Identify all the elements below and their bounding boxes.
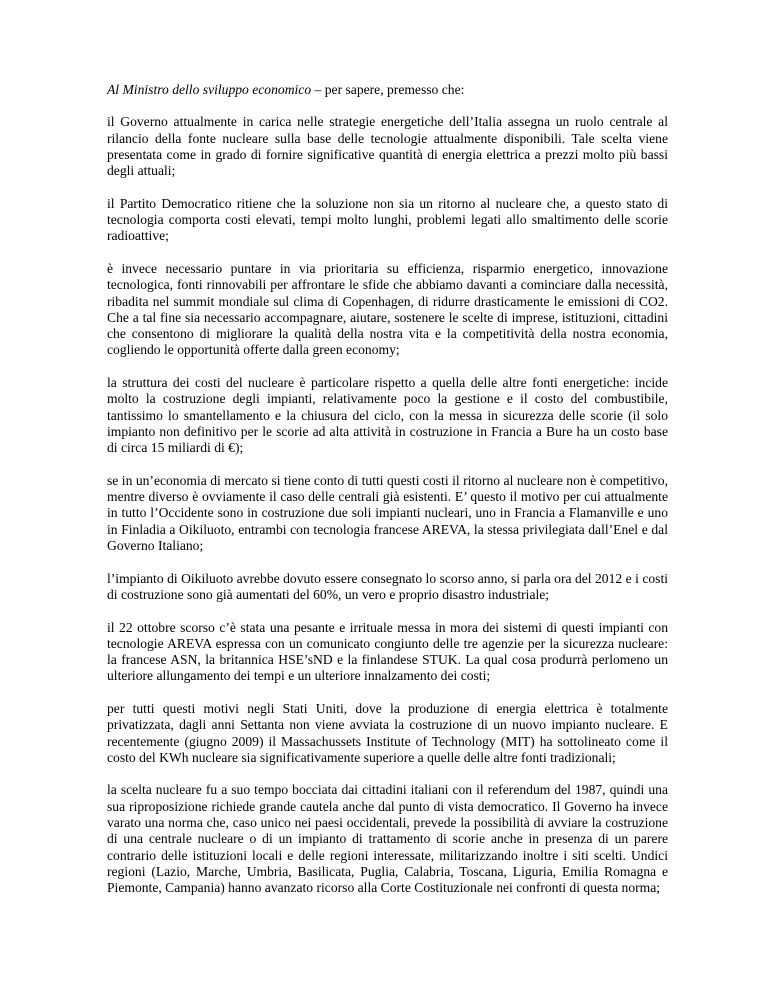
paragraph: per tutti questi motivi negli Stati Uniti, dove la produzione di energia elettrica è totalmente privatizzata, dagli anni Settanta non viene avviata la costruzione di un nuovo impianto nucleare. E recentemente (giugno 2009) il Massachussets Institute of Technology (MIT) ha sottolineato come il costo del KWh nucleare sia significativamente superiore a quelle delle altre fonti tradizionali; bbox=[107, 700, 668, 765]
intro-line bbox=[107, 82, 668, 98]
paragraph: il Governo attualmente in carica nelle strategie energetiche dell’Italia assegna un ruolo centrale al rilancio della fonte nucleare sulla base delle tecnologie attualmente disponibili. Tale scelta viene presentata come in grado di fornire significative quantità di energia elettrica a prezzi molto più bassi degli attuali; bbox=[107, 114, 668, 179]
document-body bbox=[107, 82, 668, 913]
paragraph: se in un’economia di mercato si tiene conto di tutti questi costi il ritorno al nucleare non è competitivo, mentre diverso è ovviamente il caso delle centrali già esistenti. E’ questo il motivo per cui attualmente in tutto l’Occidente sono in costruzione due soli impianti nucleari, uno in Francia a Flamanville e uno in Finladia a Oikiluoto, entrambi con tecnologia francese AREVA, la stessa privilegiata dall’Enel e dal Governo Italiano; bbox=[107, 472, 668, 554]
paragraph: la scelta nucleare fu a suo tempo bocciata dai cittadini italiani con il referendum del 1987, quindi una sua riproposizione richiede grande cautela anche dal punto di vista democratico. Il Governo ha invece varato una norma che, caso unico nei paesi occidentali, prevede la possibilità di avviare la costruzione di una centrale nucleare o di un impianto di trattamento di scorie anche in presenza di un parere contrario delle istituzioni locali e delle regioni interessate, militarizzando inoltre i siti scelti. Undici regioni (Lazio, Marche, Umbria, Basilicata, Puglia, Calabria, Toscana, Liguria, Emilia Romagna e Piemonte, Campania) hanno avanzato ricorso alla Corte Costituzionale nei confronti di questa norma; bbox=[107, 782, 668, 896]
addressee: Al Ministro dello sviluppo economico bbox=[107, 82, 312, 97]
paragraph: il Partito Democratico ritiene che la soluzione non sia un ritorno al nucleare che, a questo stato di tecnologia comporta costi elevati, tempi molto lunghi, problemi legati allo smaltimento delle scorie radioattive; bbox=[107, 195, 668, 244]
paragraph: la struttura dei costi del nucleare è particolare rispetto a quella delle altre fonti energetiche: incide molto la costruzione degli impianti, relativamente poco la gestione e il costo del combustibile, tantissimo lo smantellamento e la chiusura del ciclo, con la messa in sicurezza delle scorie (il solo impianto non definitivo per le scorie ad alta attività in costruzione in Francia a Bure ha un costo base di circa 15 miliardi di €); bbox=[107, 375, 668, 456]
paragraph: è invece necessario puntare in via prioritaria su efficienza, risparmio energetico, innovazione tecnologica, fonti rinnovabili per affrontare le sfide che abbiamo davanti a cominciare dalla necessità, ribadita nel summit mondiale sul clima di Copenhagen, di ridurre drasticamente le emissioni di CO2. Che a tal fine sia necessario accompagnare, aiutare, sostenere le scelte di imprese, istituzioni, cittadini che consentono di migliorare la qualità della nostra vita e la competitività della nostra economia, cogliendo le opportunità offerte dalla green economy; bbox=[107, 260, 668, 358]
paragraph: il 22 ottobre scorso c’è stata una pesante e irrituale messa in mora dei sistemi di questi impianti con tecnologie AREVA espressa con un comunicato congiunto delle tre agenzie per la sicurezza nucleare: la francese ASN, la britannica HSE’sND e la finlandese STUK. La qual cosa produrrà perlomeno un ulteriore allungamento dei tempi e un ulteriore innalzamento dei costi; bbox=[107, 619, 668, 684]
paragraph: l’impianto di Oikiluoto avrebbe dovuto essere consegnato lo scorso anno, si parla ora del 2012 e i costi di costruzione sono già aumentati del 60%, un vero e proprio disastro industriale; bbox=[107, 570, 668, 602]
intro-text: – per sapere, premesso che: bbox=[311, 82, 465, 97]
